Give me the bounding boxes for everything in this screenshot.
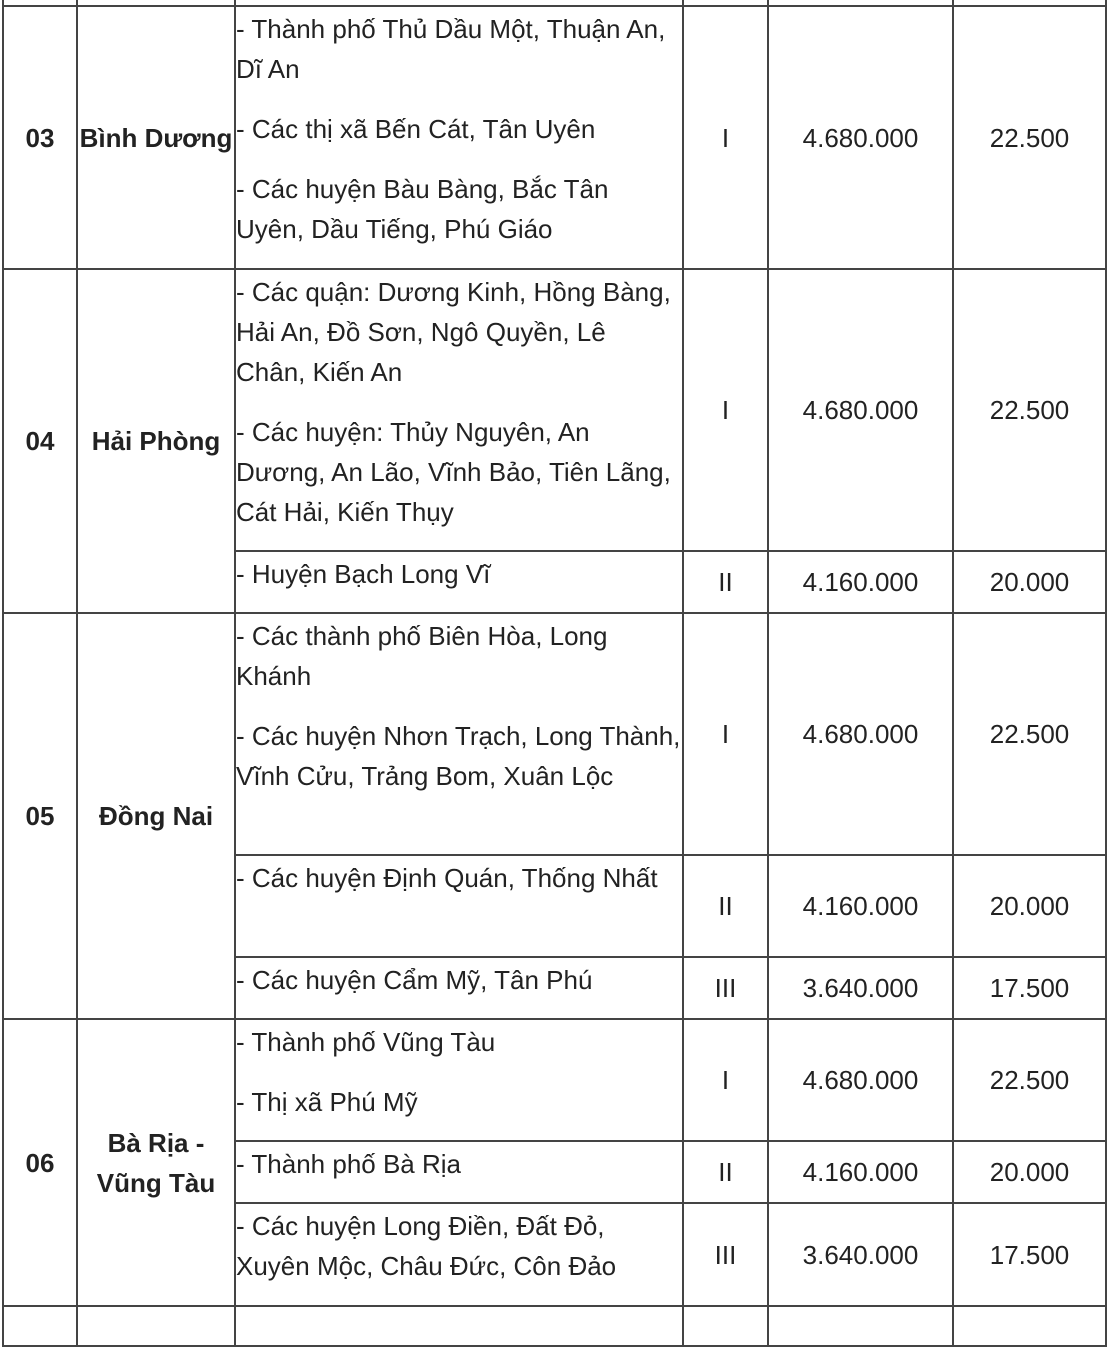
area-list: [235, 1203, 683, 1306]
area-item: - Các huyện Nhơn Trạch, Long Thành, Vĩnh Cửu, Trảng Bom, Xuân Lộc: [236, 721, 681, 791]
region-level: II: [683, 1141, 768, 1203]
area-item: - Huyện Bạch Long Vĩ: [236, 559, 491, 589]
area-list: [235, 957, 683, 1019]
hourly-wage: 22.500: [953, 269, 1106, 551]
monthly-wage: 4.680.000: [768, 1019, 953, 1141]
area-list: [235, 6, 683, 269]
region-level: I: [683, 1019, 768, 1141]
hourly-wage: 22.500: [953, 613, 1106, 855]
minimum-wage-table: [2, 0, 1107, 1347]
region-level: II: [683, 551, 768, 613]
row-number: 05: [3, 613, 77, 1019]
province-name: Bà Rịa - Vũng Tàu: [77, 1019, 235, 1306]
region-level: I: [683, 613, 768, 855]
region-level: I: [683, 269, 768, 551]
area-list: [235, 551, 683, 613]
province-name: Đồng Nai: [77, 613, 235, 1019]
monthly-wage: 4.160.000: [768, 551, 953, 613]
monthly-wage: 4.680.000: [768, 6, 953, 269]
hourly-wage: 20.000: [953, 1141, 1106, 1203]
row-number: 06: [3, 1019, 77, 1306]
region-level: III: [683, 1203, 768, 1306]
hourly-wage: 20.000: [953, 551, 1106, 613]
hourly-wage: 17.500: [953, 957, 1106, 1019]
monthly-wage: 4.160.000: [768, 1141, 953, 1203]
area-list: [235, 1141, 683, 1203]
hourly-wage: 22.500: [953, 6, 1106, 269]
region-level: I: [683, 6, 768, 269]
hourly-wage: 22.500: [953, 1019, 1106, 1141]
region-level: III: [683, 957, 768, 1019]
region-level: II: [683, 855, 768, 957]
area-item: - Các huyện Long Điền, Đất Đỏ, Xuyên Mộc, Châu Đức, Côn Đảo: [236, 1211, 617, 1281]
monthly-wage: 3.640.000: [768, 1203, 953, 1306]
area-item: - Các huyện: Thủy Nguyên, An Dương, An Lão, Vĩnh Bảo, Tiên Lãng, Cát Hải, Kiến Thụy: [236, 417, 671, 527]
area-item: - Các quận: Dương Kinh, Hồng Bàng, Hải An, Đồ Sơn, Ngô Quyền, Lê Chân, Kiến An: [236, 277, 671, 387]
next-row-partial: [3, 1306, 1106, 1346]
area-item: - Các thị xã Bến Cát, Tân Uyên: [236, 114, 596, 144]
province-name: Bình Dương: [77, 6, 235, 269]
table-row: [3, 6, 1106, 269]
hourly-wage: 17.500: [953, 1203, 1106, 1306]
area-list: [235, 1019, 683, 1141]
area-item: - Các huyện Cẩm Mỹ, Tân Phú: [236, 965, 593, 995]
table-row: [3, 269, 1106, 551]
area-item: - Các huyện Bàu Bàng, Bắc Tân Uyên, Dầu Tiếng, Phú Giáo: [236, 174, 609, 244]
row-number: 03: [3, 6, 77, 269]
area-item: - Các huyện Định Quán, Thống Nhất: [236, 863, 658, 893]
monthly-wage: 4.680.000: [768, 613, 953, 855]
table-row: [3, 1019, 1106, 1141]
area-item: - Các thành phố Biên Hòa, Long Khánh: [236, 621, 608, 691]
area-item: - Thành phố Vũng Tàu: [236, 1027, 496, 1057]
province-name: Hải Phòng: [77, 269, 235, 613]
area-item: - Thị xã Phú Mỹ: [236, 1087, 418, 1117]
row-number: 04: [3, 269, 77, 613]
table-row: [3, 613, 1106, 855]
monthly-wage: 3.640.000: [768, 957, 953, 1019]
area-item: - Thành phố Thủ Dầu Một, Thuận An, Dĩ An: [236, 14, 666, 84]
area-list: [235, 855, 683, 957]
hourly-wage: 20.000: [953, 855, 1106, 957]
monthly-wage: 4.160.000: [768, 855, 953, 957]
area-list: [235, 269, 683, 551]
monthly-wage: 4.680.000: [768, 269, 953, 551]
area-item: - Thành phố Bà Rịa: [236, 1149, 461, 1179]
area-list: [235, 613, 683, 855]
